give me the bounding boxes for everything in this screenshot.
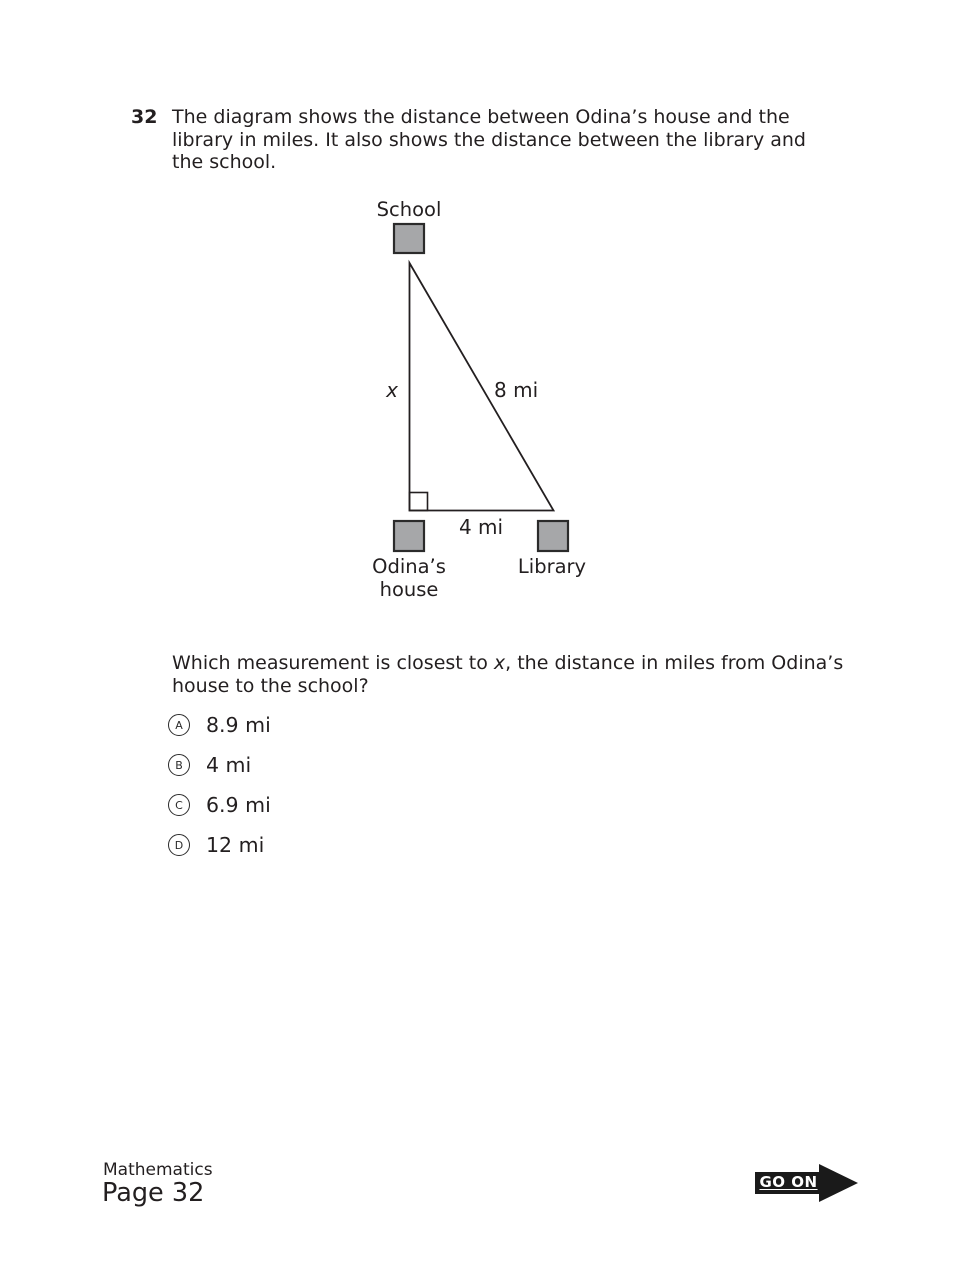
prompt-text-after: , the distance in miles from Odina’s house to the school? [172, 652, 844, 697]
school-label: School [376, 198, 442, 221]
choice-b[interactable] [168, 752, 271, 778]
go-on-arrow-icon [819, 1164, 858, 1202]
prompt-text-before: Which measurement is closest to [172, 652, 494, 674]
choice-a-text: 8.9 mi [206, 713, 271, 737]
choice-a-bubble[interactable]: A [168, 714, 190, 736]
right-angle-marker [410, 493, 428, 511]
footer-subject: Mathematics [103, 1160, 213, 1180]
choice-a[interactable] [168, 712, 271, 738]
school-square [394, 224, 424, 253]
choice-b-bubble[interactable]: B [168, 754, 190, 776]
question-number: 32 [131, 106, 158, 128]
library-square [538, 521, 568, 551]
choice-c[interactable] [168, 792, 271, 818]
choice-b-text: 4 mi [206, 753, 252, 777]
question-intro: The diagram shows the distance between Odina’s house and the library in miles. It also shows the distance between the library and the school. [172, 106, 806, 173]
go-on-label[interactable]: GO ON [755, 1172, 822, 1194]
triangle-diagram [340, 195, 620, 615]
choice-d-text: 12 mi [206, 833, 265, 857]
answer-choices [168, 712, 271, 872]
choice-d-bubble[interactable]: D [168, 834, 190, 856]
go-on-button[interactable] [755, 1162, 865, 1204]
choice-d[interactable] [168, 832, 271, 858]
footer-page-number: Page 32 [102, 1178, 205, 1208]
library-label: Library [517, 555, 587, 578]
base-label: 4 mi [458, 515, 504, 539]
hypotenuse-label: 8 mi [494, 378, 539, 402]
choice-c-bubble[interactable]: C [168, 794, 190, 816]
house-square [394, 521, 424, 551]
choice-c-text: 6.9 mi [206, 793, 271, 817]
house-label-line1: Odina’s [372, 555, 446, 578]
question-prompt [172, 652, 888, 697]
variable-x: x [493, 652, 506, 674]
house-label-line2: house [379, 578, 439, 601]
side-x-label: x [386, 378, 398, 402]
